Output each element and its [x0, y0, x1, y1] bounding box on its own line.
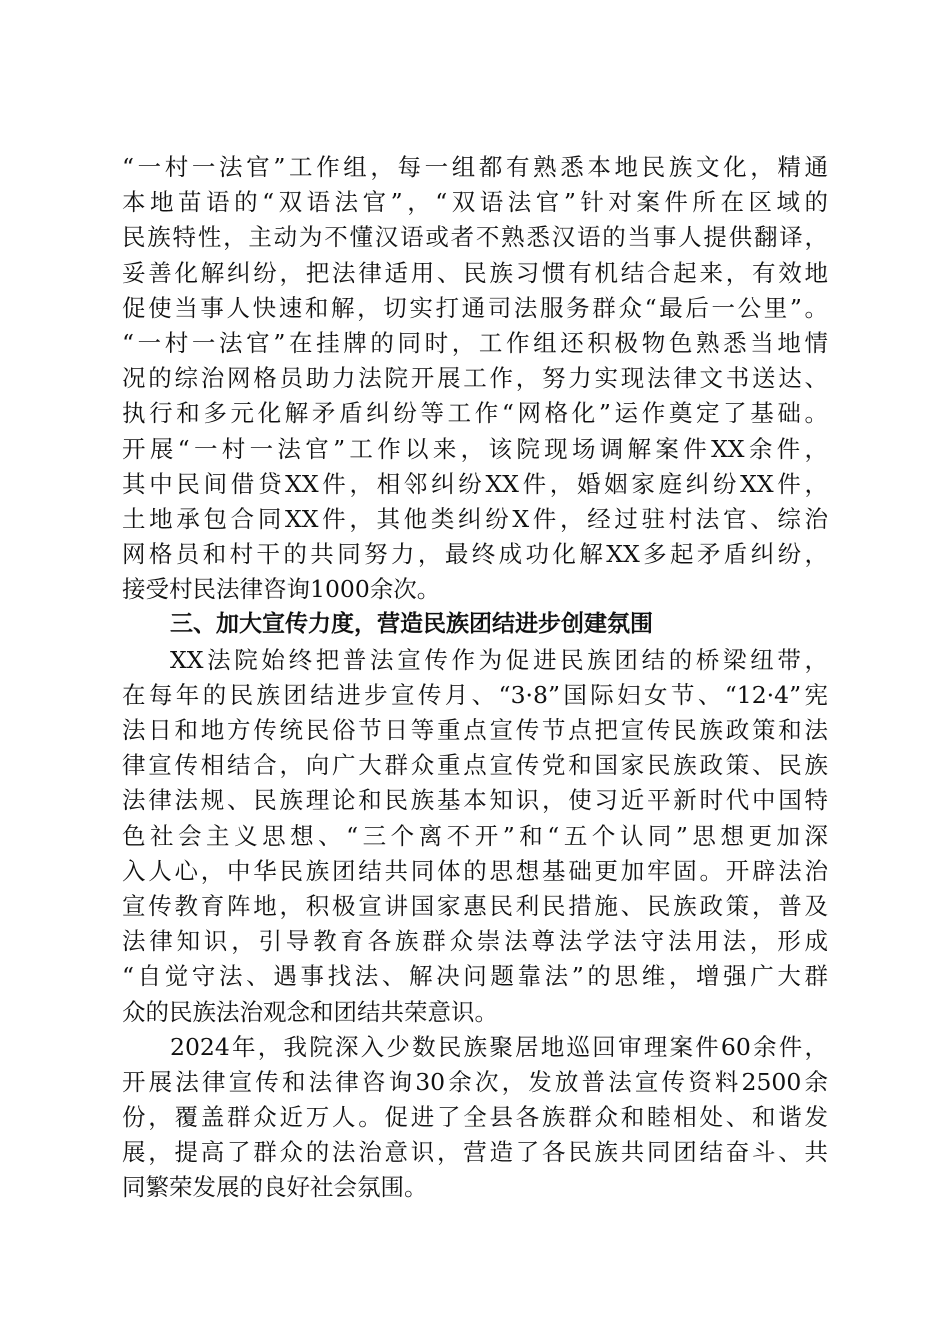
- paragraph-line: 接受村民法律咨询1000余次。: [122, 575, 441, 604]
- paragraph-line: 同繁荣发展的良好社会氛围。: [122, 1173, 428, 1202]
- paragraph-line: 本地苗语的“双语法官”，“双语法官”针对案件所在区域的: [122, 188, 828, 217]
- paragraph-line: 开展法律宣传和法律咨询30余次，发放普法宣传资料2500余: [122, 1067, 828, 1096]
- paragraph-line: 开展“一村一法官”工作以来，该院现场调解案件XX余件，: [122, 434, 828, 463]
- paragraph-line: 在每年的民族团结进步宣传月、“3·8”国际妇女节、“12·4”宪: [122, 680, 828, 709]
- paragraph-line: 网格员和村干的共同努力，最终成功化解XX多起矛盾纠纷，: [122, 540, 828, 569]
- paragraph-line: “一村一法官”工作组，每一组都有熟悉本地民族文化，精通: [122, 153, 828, 181]
- paragraph-line: 法日和地方传统民俗节日等重点宣传节点把宣传民族政策和法: [122, 716, 828, 744]
- paragraph-1: [122, 150, 828, 607]
- paragraph-line: 民族特性，主动为不懂汉语或者不熟悉汉语的当事人提供翻译，: [122, 223, 828, 252]
- paragraph-line: 其中民间借贷XX件，相邻纠纷XX件，婚姻家庭纠纷XX件，: [122, 469, 828, 498]
- paragraph-line: XX法院始终把普法宣传作为促进民族团结的桥梁纽带，: [170, 645, 828, 674]
- paragraph-line: 执行和多元化解矛盾纠纷等工作“网格化”运作奠定了基础。: [122, 399, 828, 428]
- paragraph-line: 法律法规、民族理论和民族基本知识，使习近平新时代中国特: [122, 786, 828, 815]
- paragraph-line: 土地承包合同XX件，其他类纠纷X件，经过驻村法官、综治: [122, 504, 828, 533]
- paragraph-line: 众的民族法治观念和团结共荣意识。: [122, 997, 498, 1026]
- paragraph-line: 法律知识，引导教育各族群众崇法尊法学法守法用法，形成: [122, 927, 828, 956]
- paragraph-line: 况的综治网格员助力法院开展工作，努力实现法律文书送达、: [122, 364, 828, 393]
- paragraph-line: 2024年，我院深入少数民族聚居地巡回审理案件60余件，: [170, 1032, 828, 1061]
- paragraph-line: 色社会主义思想、“三个离不开”和“五个认同”思想更加深: [122, 821, 828, 850]
- paragraph-line: 份，覆盖群众近万人。促进了全县各族群众和睦相处、和谐发: [122, 1103, 828, 1132]
- document-page: [122, 150, 828, 1206]
- paragraph-line: “自觉守法、遇事找法、解决问题靠法”的思维，增强广大群: [122, 962, 828, 991]
- paragraph-line: 促使当事人快速和解，切实打通司法服务群众“最后一公里”。: [122, 293, 828, 322]
- paragraph-line: 宣传教育阵地，积极宣讲国家惠民利民措施、民族政策，普及: [122, 891, 828, 920]
- paragraph-line: 展，提高了群众的法治意识，营造了各民族共同团结奋斗、共: [122, 1138, 828, 1167]
- paragraph-2: [122, 643, 828, 1030]
- paragraph-3: [122, 1030, 828, 1206]
- paragraph-line: 律宣传相结合，向广大群众重点宣传党和国家民族政策、民族: [122, 751, 828, 780]
- paragraph-line: “一村一法官”在挂牌的同时，工作组还积极物色熟悉当地情: [122, 328, 828, 357]
- paragraph-line: 妥善化解纠纷，把法律适用、民族习惯有机结合起来，有效地: [122, 258, 828, 287]
- paragraph-line: 入人心，中华民族团结共同体的思想基础更加牢固。开辟法治: [122, 856, 828, 885]
- section-heading: 三、加大宣传力度，营造民族团结进步创建氛围: [170, 611, 653, 638]
